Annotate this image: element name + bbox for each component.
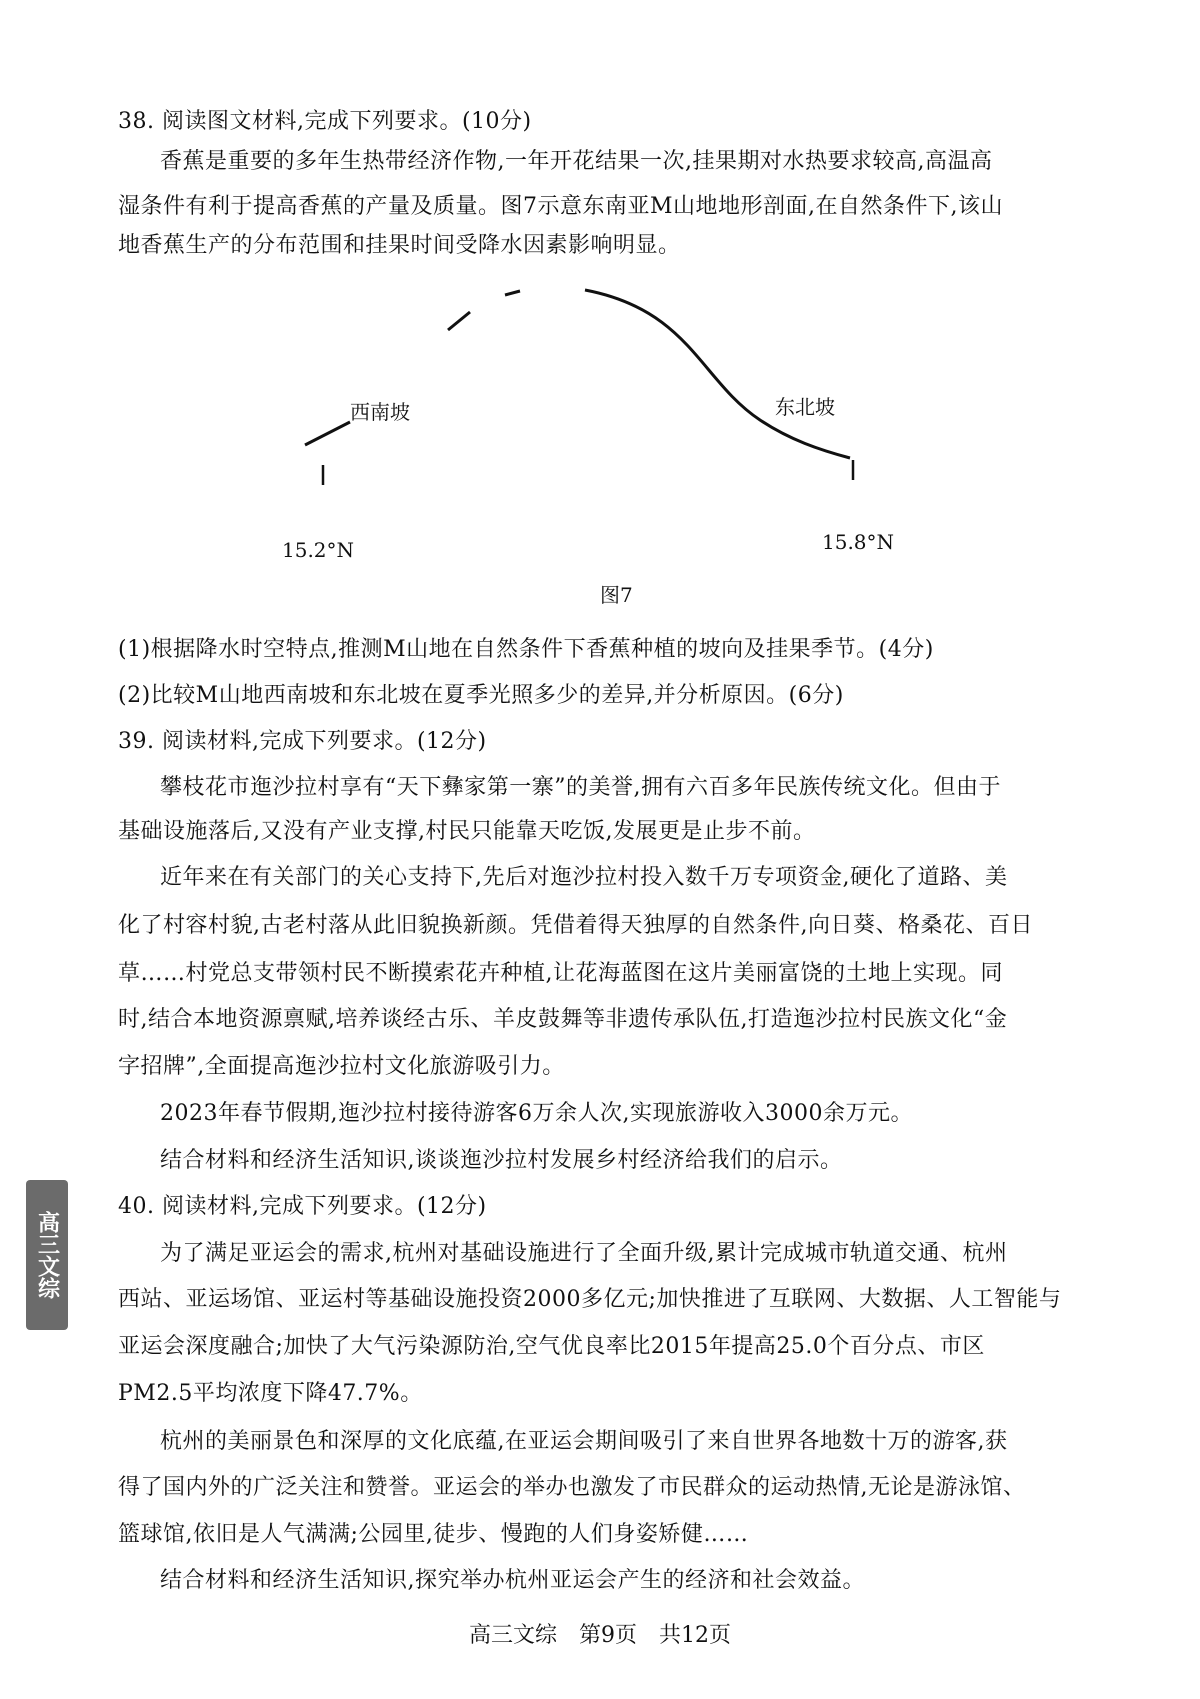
q40-material-line-4: PM2.5平均浓度下降47.7%。 [118,1381,423,1406]
q39-heading: 39. 阅读材料,完成下列要求。(12分) [118,729,487,754]
q38-material-line-3: 地香蕉生产的分布范围和挂果时间受降水因素影响明显。 [118,233,681,258]
q39-material-line-7: 字招牌”,全面提高迤沙拉村文化旅游吸引力。 [118,1054,565,1079]
latitude-right: 15.8°N [822,530,895,554]
profile-curve-sw-upper [448,312,470,330]
q40-material-line-7: 篮球馆,依旧是人气满满;公园里,徒步、慢跑的人们身姿矫健…… [118,1522,749,1547]
q39-material-line-2: 基础设施落后,又没有产业支撑,村民只能靠天吃饭,发展更是止步不前。 [118,819,816,844]
q40-material-line-2: 西站、亚运场馆、亚运村等基础设施投资2000多亿元;加快推进了互联网、大数据、人工智能与 [118,1287,1062,1312]
q40-material-line-6: 得了国内外的广泛关注和赞誉。亚运会的举办也激发了市民群众的运动热情,无论是游泳馆、 [118,1475,1026,1500]
profile-curve-sw-lower [305,422,350,445]
profile-curve-ne [585,290,850,458]
page-footer: 高三文综 第9页 共12页 [469,1623,731,1648]
terrain-profile-figure [0,0,1200,600]
q38-heading: 38. 阅读图文材料,完成下列要求。(10分) [118,109,532,134]
figure-caption: 图7 [600,583,633,607]
q40-question: 结合材料和经济生活知识,探究举办杭州亚运会产生的经济和社会效益。 [160,1568,865,1593]
latitude-left: 15.2°N [282,538,355,562]
q40-heading: 40. 阅读材料,完成下列要求。(12分) [118,1194,487,1219]
q40-material-line-5: 杭州的美丽景色和深厚的文化底蕴,在亚运会期间吸引了来自世界各地数十万的游客,获 [160,1429,1008,1454]
q38-material-line-1: 香蕉是重要的多年生热带经济作物,一年开花结果一次,挂果期对水热要求较高,高温高 [160,149,993,174]
q39-material-line-3: 近年来在有关部门的关心支持下,先后对迤沙拉村投入数千万专项资金,硬化了道路、美 [160,865,1008,890]
q38-subquestion-2: (2)比较M山地西南坡和东北坡在夏季光照多少的差异,并分析原因。(6分) [118,683,844,708]
q39-material-line-1: 攀枝花市迤沙拉村享有“天下彝家第一寨”的美誉,拥有六百多年民族传统文化。但由于 [160,775,1001,800]
q39-material-line-6: 时,结合本地资源禀赋,培养谈经古乐、羊皮鼓舞等非遗传承队伍,打造迤沙拉村民族文化“金 [118,1007,1008,1032]
q39-material-line-4: 化了村容村貌,古老村落从此旧貌换新颜。凭借着得天独厚的自然条件,向日葵、格桑花、百日 [118,913,1033,938]
q40-material-line-1: 为了满足亚运会的需求,杭州对基础设施进行了全面升级,累计完成城市轨道交通、杭州 [160,1241,1008,1266]
q38-subquestion-1: (1)根据降水时空特点,推测M山地在自然条件下香蕉种植的坡向及挂果季节。(4分) [118,637,934,662]
q38-material-line-2: 湿条件有利于提高香蕉的产量及质量。图7示意东南亚M山地地形剖面,在自然条件下,该山 [118,194,1004,219]
profile-curve-summit [505,291,520,295]
q40-material-line-3: 亚运会深度融合;加快了大气污染源防治,空气优良率比2015年提高25.0个百分点、市区 [118,1334,985,1359]
q39-material-line-5: 草……村党总支带领村民不断摸索花卉种植,让花海蓝图在这片美丽富饶的土地上实现。同 [118,961,1003,986]
label-southwest-slope: 西南坡 [350,400,410,424]
label-northeast-slope: 东北坡 [775,395,835,419]
q39-question: 结合材料和经济生活知识,谈谈迤沙拉村发展乡村经济给我们的启示。 [160,1148,843,1173]
q39-material-line-8: 2023年春节假期,迤沙拉村接待游客6万余人次,实现旅游收入3000余万元。 [160,1101,913,1126]
side-tab-label: 高三文综 [26,1180,68,1330]
